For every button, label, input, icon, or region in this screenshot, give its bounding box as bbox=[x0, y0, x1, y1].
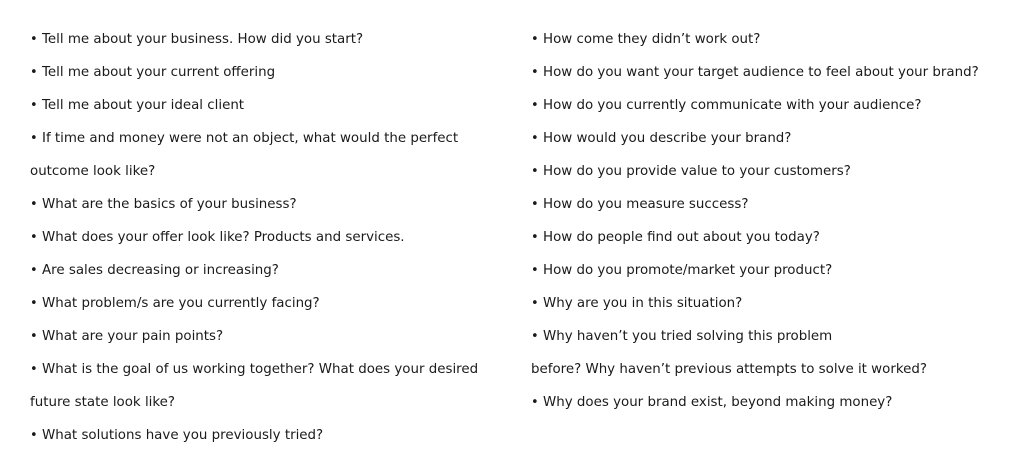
question-text: How would you describe your brand? bbox=[543, 131, 792, 146]
question-item bbox=[531, 254, 1011, 287]
question-text: What is the goal of us working together? What does your desired bbox=[42, 362, 479, 377]
question-text: What solutions have you previously tried? bbox=[42, 428, 324, 443]
question-item bbox=[30, 122, 505, 155]
question-text: What does your offer look like? Products and services. bbox=[42, 230, 405, 245]
question-item bbox=[531, 155, 1011, 188]
question-item bbox=[30, 56, 505, 89]
question-text: Why are you in this situation? bbox=[543, 296, 743, 311]
left-question-column bbox=[30, 23, 505, 452]
bullet-icon: • bbox=[531, 65, 539, 80]
question-text: How do you want your target audience to feel about your brand? bbox=[543, 65, 979, 80]
question-text: outcome look like? bbox=[30, 164, 156, 179]
bullet-icon: • bbox=[30, 329, 38, 344]
bullet-icon: • bbox=[30, 362, 38, 377]
question-text: before? Why haven’t previous attempts to solve it worked? bbox=[531, 362, 927, 377]
question-item bbox=[30, 254, 505, 287]
bullet-icon: • bbox=[30, 131, 38, 146]
question-item bbox=[531, 56, 1011, 89]
question-text: How do you promote/market your product? bbox=[543, 263, 833, 278]
question-text: future state look like? bbox=[30, 395, 176, 410]
bullet-icon: • bbox=[30, 296, 38, 311]
question-item bbox=[531, 221, 1011, 254]
bullet-icon: • bbox=[531, 296, 539, 311]
question-item bbox=[531, 23, 1011, 56]
question-text: What problem/s are you currently facing? bbox=[42, 296, 320, 311]
question-item bbox=[30, 287, 505, 320]
bullet-icon: • bbox=[531, 329, 539, 344]
question-item-continuation bbox=[531, 353, 1011, 386]
bullet-icon: • bbox=[531, 263, 539, 278]
bullet-icon: • bbox=[531, 230, 539, 245]
bullet-icon: • bbox=[30, 32, 38, 47]
question-text: How come they didn’t work out? bbox=[543, 32, 761, 47]
bullet-icon: • bbox=[531, 164, 539, 179]
bullet-icon: • bbox=[30, 98, 38, 113]
question-text: Are sales decreasing or increasing? bbox=[42, 263, 279, 278]
question-item bbox=[30, 23, 505, 56]
bullet-icon: • bbox=[531, 32, 539, 47]
question-item bbox=[531, 287, 1011, 320]
question-text: What are your pain points? bbox=[42, 329, 224, 344]
question-text: How do you measure success? bbox=[543, 197, 749, 212]
question-text: Tell me about your ideal client bbox=[42, 98, 245, 113]
question-item bbox=[531, 89, 1011, 122]
question-item bbox=[531, 320, 1011, 353]
question-item bbox=[30, 188, 505, 221]
question-text: If time and money were not an object, what would the perfect bbox=[42, 131, 459, 146]
question-item bbox=[531, 188, 1011, 221]
question-item bbox=[30, 320, 505, 353]
question-item bbox=[531, 386, 1011, 419]
bullet-icon: • bbox=[531, 131, 539, 146]
bullet-icon: • bbox=[531, 197, 539, 212]
bullet-icon: • bbox=[30, 230, 38, 245]
bullet-icon: • bbox=[30, 263, 38, 278]
bullet-icon: • bbox=[30, 428, 38, 443]
question-item bbox=[531, 122, 1011, 155]
question-text: What are the basics of your business? bbox=[42, 197, 297, 212]
question-text: How do people find out about you today? bbox=[543, 230, 820, 245]
question-item-continuation bbox=[30, 386, 505, 419]
bullet-icon: • bbox=[30, 65, 38, 80]
right-question-column bbox=[531, 23, 1011, 419]
question-text: How do you provide value to your customers? bbox=[543, 164, 851, 179]
question-item bbox=[30, 89, 505, 122]
question-text: Why haven’t you tried solving this problem bbox=[543, 329, 833, 344]
question-item bbox=[30, 221, 505, 254]
question-item-continuation bbox=[30, 155, 505, 188]
question-item bbox=[30, 419, 505, 452]
question-text: How do you currently communicate with your audience? bbox=[543, 98, 922, 113]
question-text: Why does your brand exist, beyond making money? bbox=[543, 395, 893, 410]
bullet-icon: • bbox=[30, 197, 38, 212]
bullet-icon: • bbox=[531, 98, 539, 113]
bullet-icon: • bbox=[531, 395, 539, 410]
question-text: Tell me about your current offering bbox=[42, 65, 276, 80]
question-text: Tell me about your business. How did you start? bbox=[42, 32, 364, 47]
question-item bbox=[30, 353, 505, 386]
